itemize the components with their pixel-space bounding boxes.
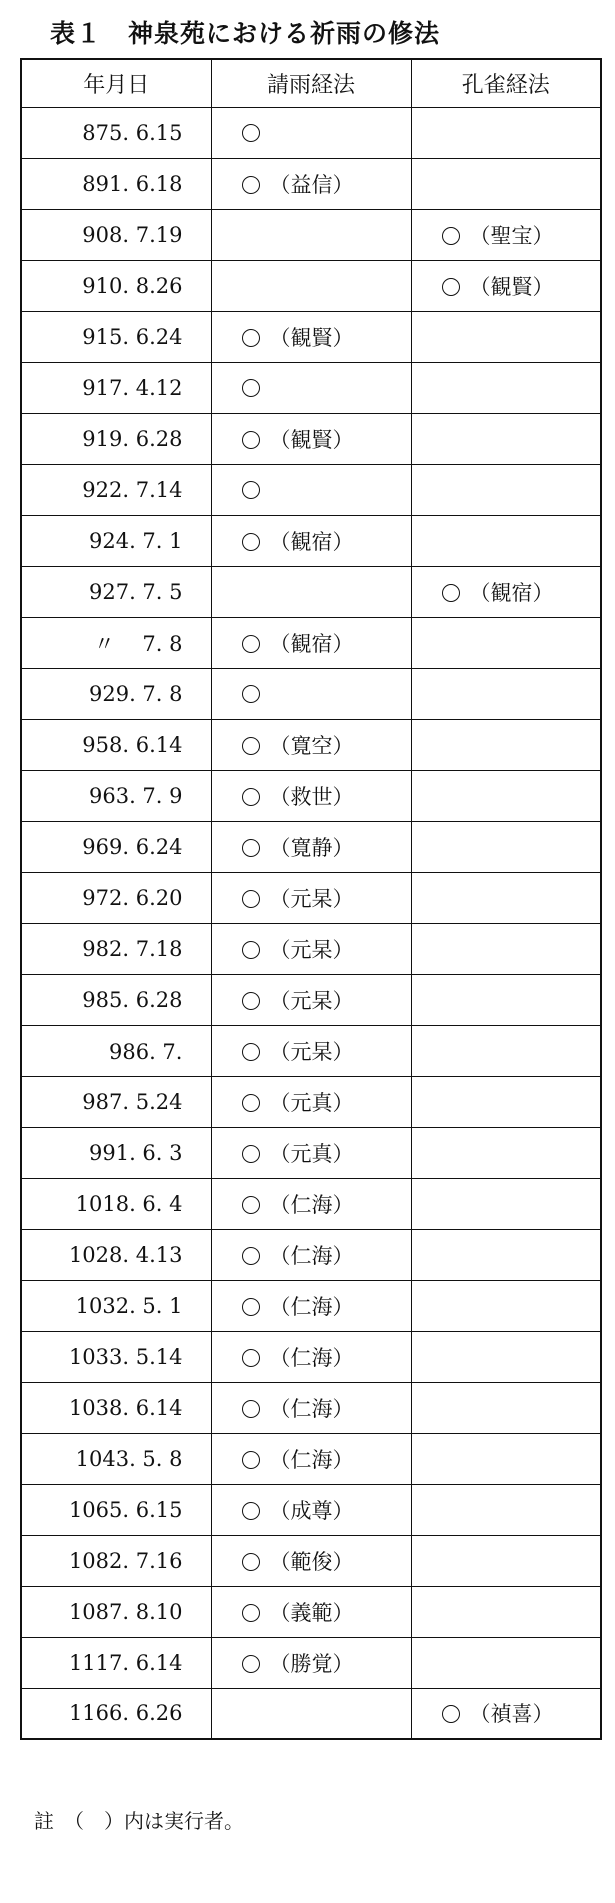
performer-name: （観賢） <box>269 427 354 452</box>
kujakukyou-cell <box>411 464 601 515</box>
shouugyou-cell <box>211 1586 411 1637</box>
table-row <box>21 1178 601 1229</box>
performer-name: （元杲） <box>269 988 354 1013</box>
circle-mark-icon <box>242 124 260 142</box>
kujakukyou-cell <box>411 1382 601 1433</box>
kujakukyou-cell <box>411 1484 601 1535</box>
shouugyou-cell <box>211 1331 411 1382</box>
circle-mark-icon <box>242 788 260 806</box>
kujakukyou-cell <box>411 260 601 311</box>
circle-mark-icon <box>442 227 460 245</box>
table-row <box>21 107 601 158</box>
kujakukyou-cell <box>411 1586 601 1637</box>
shouugyou-cell <box>211 1178 411 1229</box>
performer-name: （範俊） <box>269 1549 354 1574</box>
date-cell: 1082. 7.16 <box>21 1535 211 1586</box>
shouugyou-cell <box>211 260 411 311</box>
shouugyou-cell <box>211 1433 411 1484</box>
table-row <box>21 1229 601 1280</box>
shouugyou-cell <box>211 1637 411 1688</box>
date-cell: 1166. 6.26 <box>21 1688 211 1739</box>
kujakukyou-cell <box>411 1433 601 1484</box>
circle-mark-icon <box>442 584 460 602</box>
circle-mark-icon <box>242 1043 260 1061</box>
header-row <box>21 59 601 107</box>
kujakukyou-cell <box>411 872 601 923</box>
shouugyou-cell <box>211 923 411 974</box>
circle-mark-icon <box>442 278 460 296</box>
shouugyou-cell <box>211 1280 411 1331</box>
shouugyou-cell <box>211 515 411 566</box>
date-cell: 924. 7. 1 <box>21 515 211 566</box>
table-row <box>21 311 601 362</box>
date-cell: 1043. 5. 8 <box>21 1433 211 1484</box>
performer-name: （益信） <box>269 172 354 197</box>
kujakukyou-cell <box>411 770 601 821</box>
shouugyou-cell <box>211 1127 411 1178</box>
date-cell: 910. 8.26 <box>21 260 211 311</box>
date-cell: 〃 7. 8 <box>21 617 211 668</box>
performer-name: （観賢） <box>469 274 554 299</box>
table-row <box>21 1025 601 1076</box>
date-cell: 927. 7. 5 <box>21 566 211 617</box>
performer-name: （救世） <box>269 784 354 809</box>
kujakukyou-cell <box>411 311 601 362</box>
date-cell: 1065. 6.15 <box>21 1484 211 1535</box>
circle-mark-icon <box>242 329 260 347</box>
table-row <box>21 413 601 464</box>
shouugyou-cell <box>211 1484 411 1535</box>
performer-name: （禎喜） <box>469 1702 554 1727</box>
circle-mark-icon <box>242 176 260 194</box>
date-cell: 1117. 6.14 <box>21 1637 211 1688</box>
performer-name: （観賢） <box>269 325 354 350</box>
kujakukyou-cell <box>411 1178 601 1229</box>
date-cell: 972. 6.20 <box>21 872 211 923</box>
circle-mark-icon <box>242 1349 260 1367</box>
shouugyou-cell <box>211 821 411 872</box>
table-row <box>21 1637 601 1688</box>
circle-mark-icon <box>242 379 260 397</box>
table-row <box>21 209 601 260</box>
performer-name: （観宿） <box>269 529 354 554</box>
circle-mark-icon <box>242 1400 260 1418</box>
date-cell: 1018. 6. 4 <box>21 1178 211 1229</box>
date-cell: 1033. 5.14 <box>21 1331 211 1382</box>
kujakukyou-cell <box>411 158 601 209</box>
performer-name: （聖宝） <box>469 223 554 248</box>
kujakukyou-cell <box>411 515 601 566</box>
circle-mark-icon <box>242 1247 260 1265</box>
circle-mark-icon <box>242 1298 260 1316</box>
circle-mark-icon <box>242 941 260 959</box>
date-cell: 987. 5.24 <box>21 1076 211 1127</box>
table-row <box>21 158 601 209</box>
shouugyou-cell <box>211 464 411 515</box>
kujakukyou-cell <box>411 923 601 974</box>
kujakukyou-cell <box>411 107 601 158</box>
circle-mark-icon <box>242 635 260 653</box>
shouugyou-cell <box>211 872 411 923</box>
shouugyou-cell <box>211 1229 411 1280</box>
date-cell: 1032. 5. 1 <box>21 1280 211 1331</box>
header-date: 年月日 <box>21 59 211 107</box>
table-row <box>21 1688 601 1739</box>
table-row <box>21 362 601 413</box>
shouugyou-cell <box>211 617 411 668</box>
table-row <box>21 566 601 617</box>
footnote: 註 （ ）内は実行者。 <box>34 1809 244 1833</box>
circle-mark-icon <box>242 1196 260 1214</box>
date-cell: 985. 6.28 <box>21 974 211 1025</box>
date-cell: 922. 7.14 <box>21 464 211 515</box>
circle-mark-icon <box>242 890 260 908</box>
header-shouugyou: 請雨経法 <box>211 59 411 107</box>
kujakukyou-cell <box>411 1535 601 1586</box>
kujakukyou-cell <box>411 1127 601 1178</box>
header-kujakukyou: 孔雀経法 <box>411 59 601 107</box>
date-cell: 915. 6.24 <box>21 311 211 362</box>
table-row <box>21 1331 601 1382</box>
performer-name: （元杲） <box>269 886 354 911</box>
date-cell: 908. 7.19 <box>21 209 211 260</box>
table-row <box>21 974 601 1025</box>
rain-ritual-table <box>20 58 602 1740</box>
performer-name: （勝覚） <box>269 1651 354 1676</box>
shouugyou-cell <box>211 362 411 413</box>
shouugyou-cell <box>211 770 411 821</box>
circle-mark-icon <box>242 1451 260 1469</box>
table-row <box>21 1076 601 1127</box>
circle-mark-icon <box>242 737 260 755</box>
performer-name: （仁海） <box>269 1243 354 1268</box>
date-cell: 969. 6.24 <box>21 821 211 872</box>
shouugyou-cell <box>211 107 411 158</box>
date-cell: 919. 6.28 <box>21 413 211 464</box>
shouugyou-cell <box>211 1535 411 1586</box>
table-container <box>20 58 602 1740</box>
kujakukyou-cell <box>411 974 601 1025</box>
shouugyou-cell <box>211 1688 411 1739</box>
kujakukyou-cell <box>411 1688 601 1739</box>
circle-mark-icon <box>242 1094 260 1112</box>
kujakukyou-cell <box>411 1280 601 1331</box>
table-body <box>21 107 601 1739</box>
table-row <box>21 464 601 515</box>
circle-mark-icon <box>242 481 260 499</box>
shouugyou-cell <box>211 311 411 362</box>
shouugyou-cell <box>211 719 411 770</box>
table-row <box>21 719 601 770</box>
circle-mark-icon <box>242 1145 260 1163</box>
kujakukyou-cell <box>411 821 601 872</box>
table-row <box>21 1484 601 1535</box>
circle-mark-icon <box>242 431 260 449</box>
circle-mark-icon <box>242 992 260 1010</box>
kujakukyou-cell <box>411 1076 601 1127</box>
shouugyou-cell <box>211 209 411 260</box>
table-row <box>21 260 601 311</box>
performer-name: （寛静） <box>269 835 354 860</box>
table-row <box>21 923 601 974</box>
date-cell: 1038. 6.14 <box>21 1382 211 1433</box>
performer-name: （仁海） <box>269 1396 354 1421</box>
performer-name: （仁海） <box>269 1294 354 1319</box>
circle-mark-icon <box>242 1655 260 1673</box>
table-row <box>21 1535 601 1586</box>
kujakukyou-cell <box>411 413 601 464</box>
date-cell: 991. 6. 3 <box>21 1127 211 1178</box>
performer-name: （仁海） <box>269 1447 354 1472</box>
performer-name: （仁海） <box>269 1192 354 1217</box>
performer-name: （観宿） <box>269 631 354 656</box>
performer-name: （観宿） <box>469 580 554 605</box>
performer-name: （仁海） <box>269 1345 354 1370</box>
table-row <box>21 1433 601 1484</box>
performer-name: （寛空） <box>269 733 354 758</box>
kujakukyou-cell <box>411 566 601 617</box>
date-cell: 891. 6.18 <box>21 158 211 209</box>
table-row <box>21 668 601 719</box>
table-row <box>21 821 601 872</box>
kujakukyou-cell <box>411 1331 601 1382</box>
circle-mark-icon <box>242 685 260 703</box>
kujakukyou-cell <box>411 1025 601 1076</box>
table-title: 表１ 神泉苑における祈雨の修法 <box>50 19 441 48</box>
kujakukyou-cell <box>411 362 601 413</box>
circle-mark-icon <box>242 1502 260 1520</box>
circle-mark-icon <box>242 1604 260 1622</box>
table-row <box>21 1382 601 1433</box>
performer-name: （元杲） <box>269 1039 354 1064</box>
table-row <box>21 617 601 668</box>
circle-mark-icon <box>242 1553 260 1571</box>
performer-name: （義範） <box>269 1600 354 1625</box>
shouugyou-cell <box>211 1025 411 1076</box>
shouugyou-cell <box>211 566 411 617</box>
table-row <box>21 1280 601 1331</box>
kujakukyou-cell <box>411 209 601 260</box>
table-row <box>21 872 601 923</box>
table-row <box>21 770 601 821</box>
date-cell: 958. 6.14 <box>21 719 211 770</box>
shouugyou-cell <box>211 1076 411 1127</box>
shouugyou-cell <box>211 974 411 1025</box>
date-cell: 917. 4.12 <box>21 362 211 413</box>
circle-mark-icon <box>242 839 260 857</box>
circle-mark-icon <box>242 533 260 551</box>
kujakukyou-cell <box>411 617 601 668</box>
date-cell: 986. 7. <box>21 1025 211 1076</box>
date-cell: 982. 7.18 <box>21 923 211 974</box>
performer-name: （元杲） <box>269 937 354 962</box>
shouugyou-cell <box>211 668 411 719</box>
performer-name: （元真） <box>269 1141 354 1166</box>
table-row <box>21 1586 601 1637</box>
shouugyou-cell <box>211 158 411 209</box>
date-cell: 1087. 8.10 <box>21 1586 211 1637</box>
performer-name: （元真） <box>269 1090 354 1115</box>
date-cell: 929. 7. 8 <box>21 668 211 719</box>
table-row <box>21 1127 601 1178</box>
performer-name: （成尊） <box>269 1498 354 1523</box>
shouugyou-cell <box>211 413 411 464</box>
date-cell: 875. 6.15 <box>21 107 211 158</box>
kujakukyou-cell <box>411 1637 601 1688</box>
shouugyou-cell <box>211 1382 411 1433</box>
date-cell: 1028. 4.13 <box>21 1229 211 1280</box>
circle-mark-icon <box>442 1705 460 1723</box>
table-row <box>21 515 601 566</box>
kujakukyou-cell <box>411 1229 601 1280</box>
kujakukyou-cell <box>411 719 601 770</box>
kujakukyou-cell <box>411 668 601 719</box>
date-cell: 963. 7. 9 <box>21 770 211 821</box>
